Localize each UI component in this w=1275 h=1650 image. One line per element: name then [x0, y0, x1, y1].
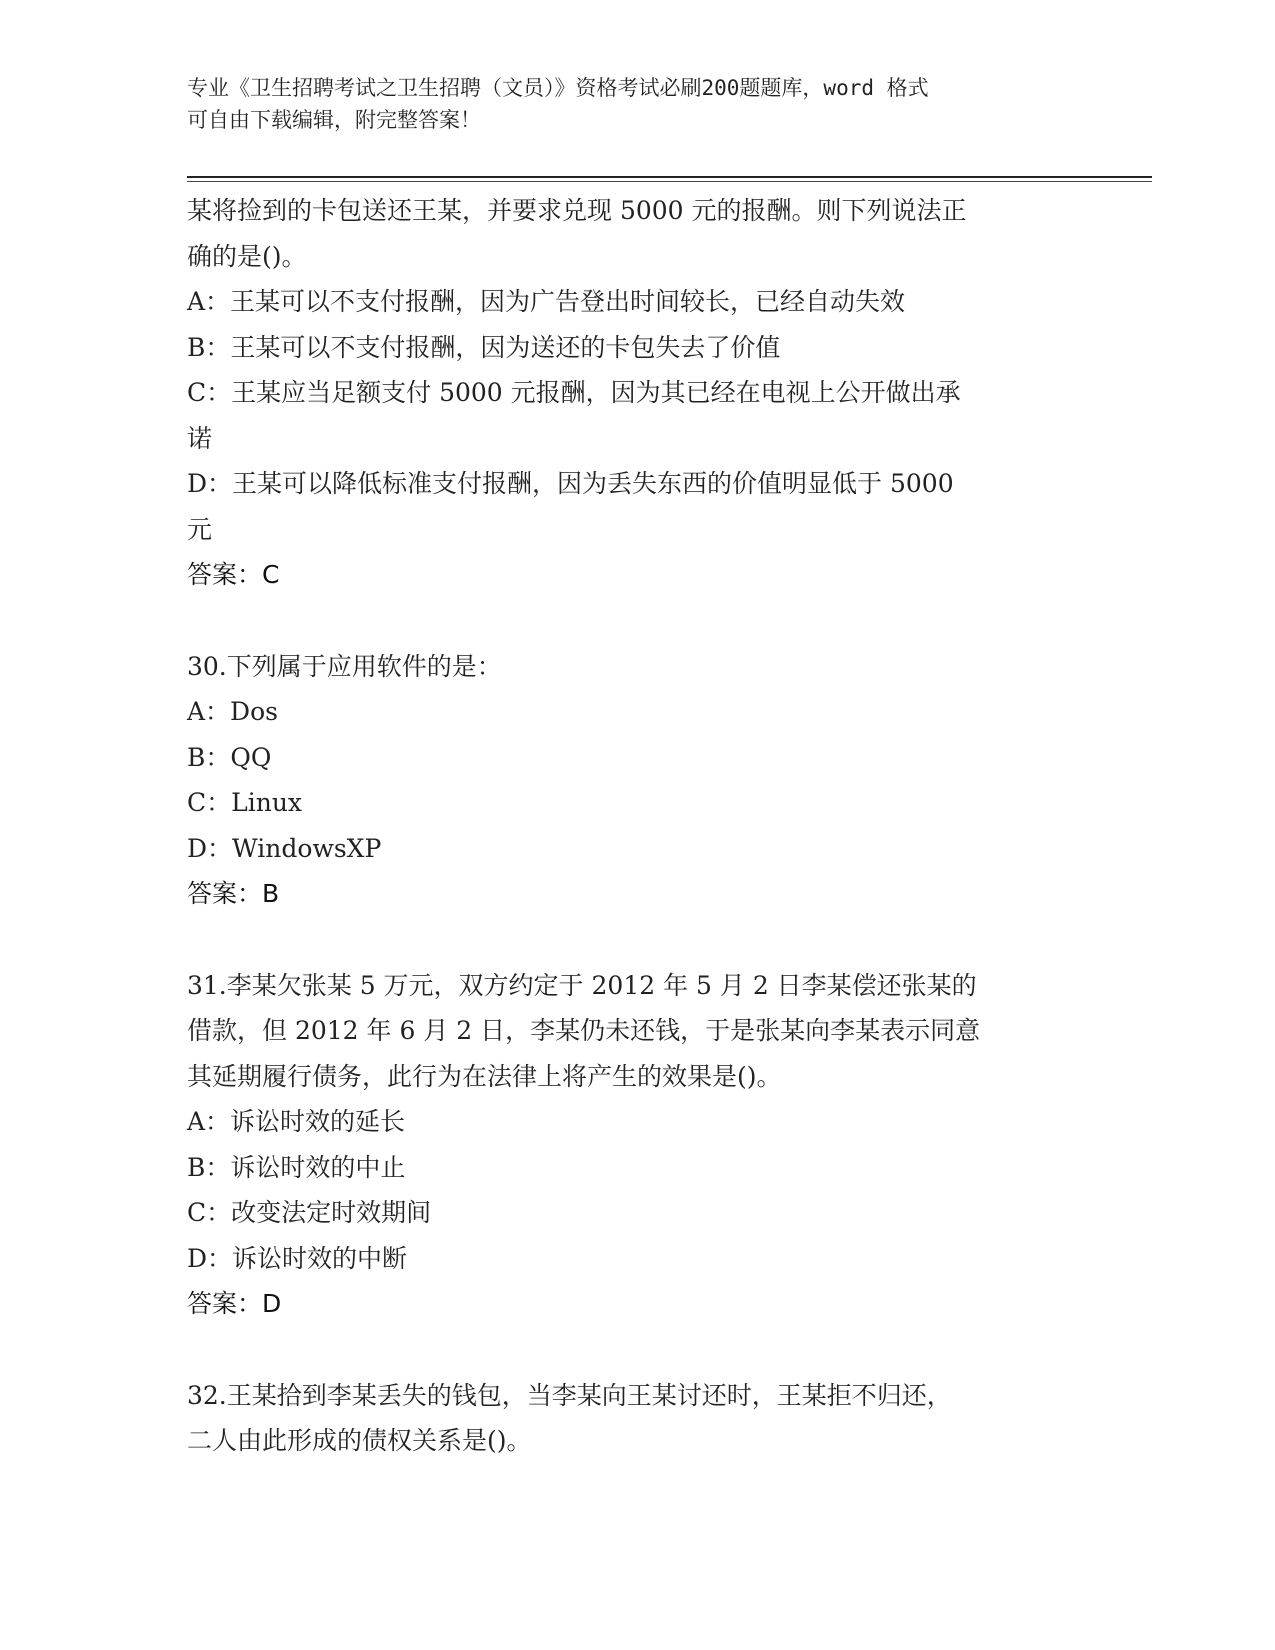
- document-header: [187, 72, 1067, 136]
- question-29: [187, 188, 1087, 598]
- question-stem: 30.下列属于应用软件的是：: [187, 651, 502, 681]
- answer: 答案：B: [187, 879, 280, 908]
- spacer: [187, 917, 1087, 963]
- option-b: B：诉讼时效的中止: [187, 1152, 406, 1182]
- header-line-1: 专业《卫生招聘考试之卫生招聘（文员）》资格考试必刷200题题库，word 格式: [187, 76, 929, 100]
- question-stem-line: 二人由此形成的债权关系是()。: [187, 1426, 532, 1455]
- question-stem-line: 其延期履行债务，此行为在法律上将产生的效果是()。: [187, 1061, 782, 1091]
- option-b: B：QQ: [187, 742, 272, 772]
- option-c-line: C：王某应当足额支付 5000 元报酬，因为其已经在电视上公开做出承: [187, 378, 961, 407]
- question-31: [187, 963, 1087, 1327]
- spacer: [187, 1327, 1087, 1373]
- option-d: D：诉讼时效的中断: [187, 1243, 408, 1273]
- question-stem-line: 借款，但 2012 年 6 月 2 日，李某仍未还钱，于是张某向李某表示同意: [187, 1016, 981, 1045]
- answer: 答案：D: [187, 1289, 282, 1318]
- option-c: C：Linux: [187, 788, 303, 817]
- question-32: [187, 1373, 1087, 1464]
- option-d-line: 元: [187, 514, 213, 544]
- question-stem-line: 32.王某拾到李某丢失的钱包，当李某向王某讨还时，王某拒不归还，: [187, 1380, 952, 1410]
- question-stem-line: 31.李某欠张某 5 万元，双方约定于 2012 年 5 月 2 日李某偿还张某的: [187, 970, 977, 1000]
- header-divider-thick: [187, 176, 1152, 178]
- question-stem-line: 确的是()。: [187, 241, 307, 271]
- answer: 答案：C: [187, 560, 280, 589]
- option-a: A：诉讼时效的延长: [187, 1107, 406, 1136]
- option-b: B：王某可以不支付报酬，因为送还的卡包失去了价值: [187, 332, 781, 362]
- option-c: C：改变法定时效期间: [187, 1198, 432, 1227]
- option-c-line: 诺: [187, 423, 213, 453]
- header-line-2: 可自由下载编辑，附完整答案！: [187, 108, 481, 132]
- question-body: [187, 188, 1087, 1464]
- header-divider-thin: [187, 181, 1152, 182]
- option-a: A：王某可以不支付报酬，因为广告登出时间较长，已经自动失效: [187, 287, 906, 316]
- option-a: A：Dos: [187, 697, 278, 726]
- option-d-line: D：王某可以降低标准支付报酬，因为丢失东西的价值明显低于 5000: [187, 469, 954, 498]
- question-stem-line: 某将捡到的卡包送还王某，并要求兑现 5000 元的报酬。则下列说法正: [187, 196, 967, 225]
- spacer: [187, 598, 1087, 644]
- question-30: [187, 644, 1087, 917]
- option-d: D：WindowsXP: [187, 833, 382, 863]
